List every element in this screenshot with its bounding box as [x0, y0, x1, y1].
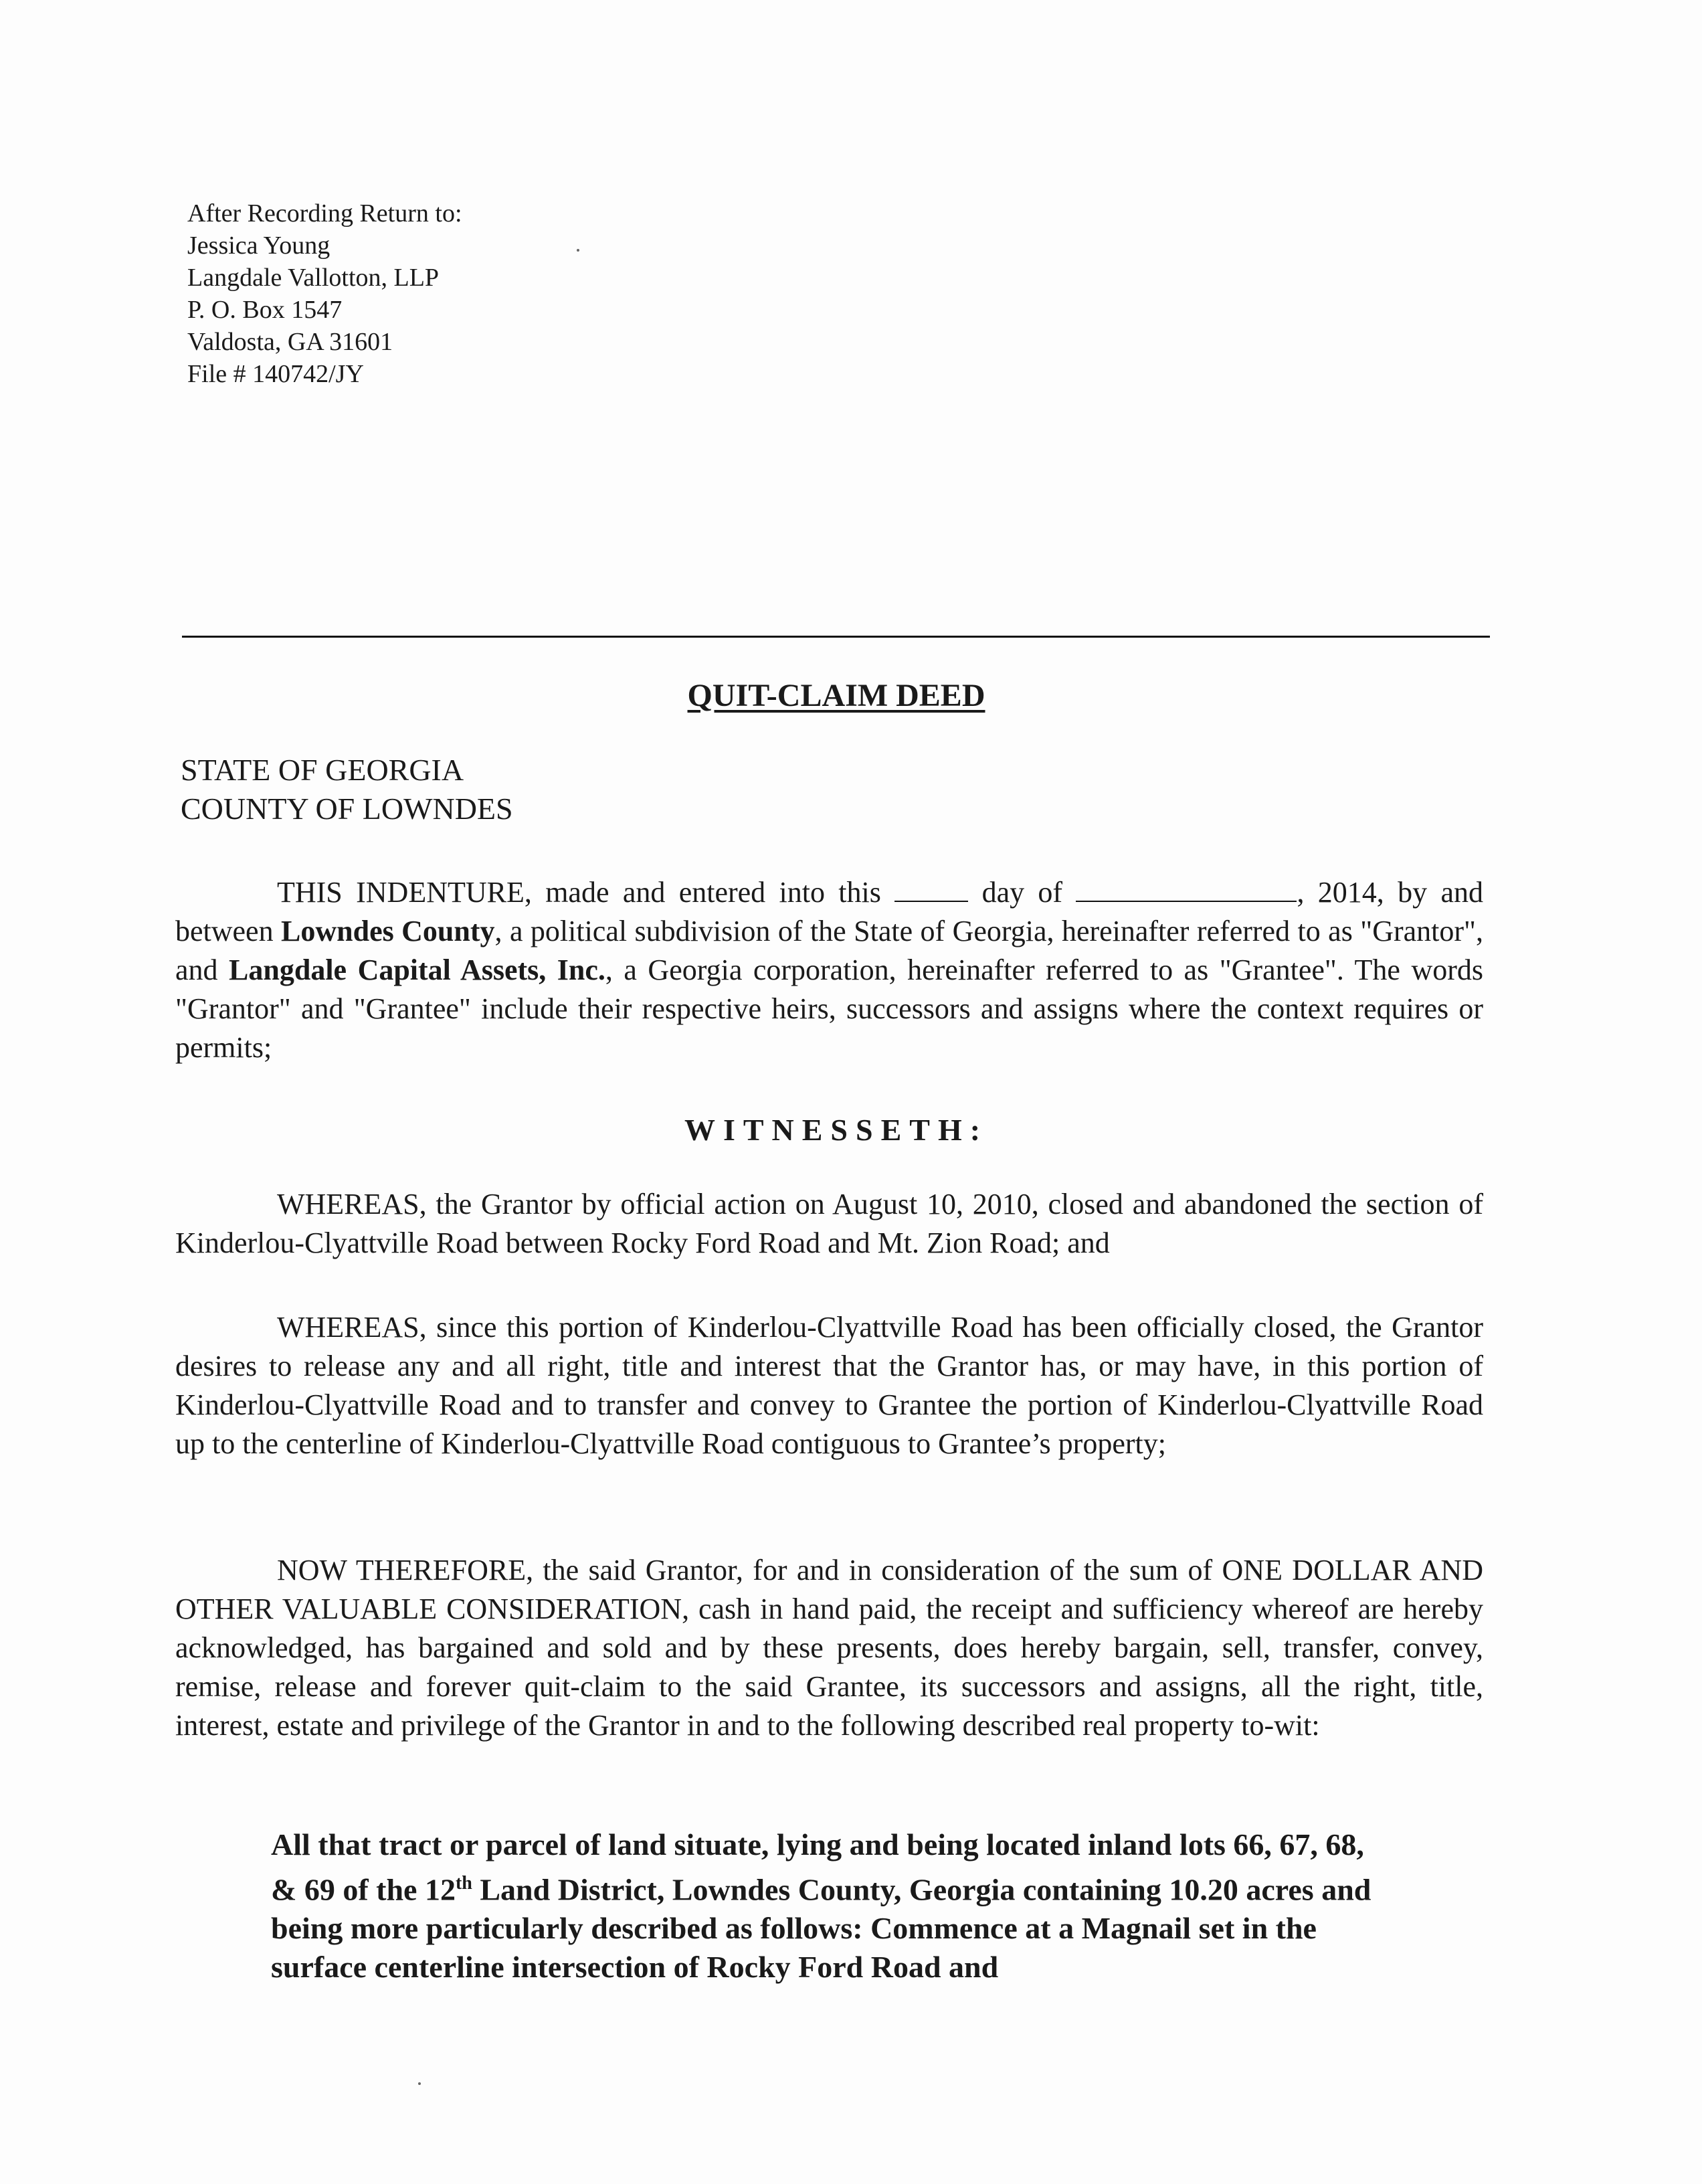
witnesseth-heading: WITNESSETH:: [684, 1113, 989, 1147]
venue-county: COUNTY OF LOWNDES: [181, 792, 513, 826]
return-address-line: Jessica Young: [187, 232, 330, 260]
legal-description: [271, 1825, 1382, 1987]
whereas-paragraph-1: [175, 1185, 1483, 1263]
day-blank: [894, 874, 968, 902]
indenture-text: , a Georgia corporation, hereinafter referred to as "Grantee". The words "Grantor" and "Grantee" include their respective heirs, successors and assigns where the context requires or permits;: [175, 953, 1484, 1064]
grantor-name: Lowndes County: [281, 915, 495, 947]
legal-text: All that tract or parcel of land situate, lying and being located inland lots 66, 67, 68, & 69 of the 12: [271, 1827, 1364, 1907]
venue-block: [181, 751, 513, 828]
scan-speck: [418, 2082, 421, 2085]
grantee-name: Langdale Capital Assets, Inc.: [229, 953, 605, 986]
indenture-text: , 2014, by and between: [175, 876, 1483, 947]
now-therefore-text: NOW THEREFORE, the said Grantor, for and in consideration of the sum of ONE DOLLAR AND OTHER VALUABLE CONSIDERATION, cash in hand paid, the receipt and sufficiency whereof are hereby acknowledged, has bargained and sold and by these presents, does hereby bargain, sell, transfer, convey, remise, release and forever quit-claim to the said Grantee, its successors and assigns, all the right, title, interest, estate and privilege of the Grantor in and to the following described real property to-wit:: [175, 1554, 1483, 1742]
return-address-line: P. O. Box 1547: [187, 296, 343, 324]
whereas-1-text: WHEREAS, the Grantor by official action on August 10, 2010, closed and abandoned the section of Kinderlou-Clyattville Road between Rocky Ford Road and Mt. Zion Road; and: [175, 1188, 1483, 1259]
return-address-line: File # 140742/JY: [187, 360, 364, 388]
indenture-paragraph: [175, 873, 1483, 1067]
return-address-line: After Recording Return to:: [187, 199, 462, 227]
return-address-block: [187, 197, 462, 390]
month-blank: [1076, 874, 1297, 902]
venue-state: STATE OF GEORGIA: [181, 753, 464, 787]
indenture-text: , a political subdivision of the State of Georgia, hereinafter referred to as "Grantor", and: [175, 915, 1483, 986]
return-address-line: Langdale Vallotton, LLP: [187, 264, 440, 292]
whereas-paragraph-2: [175, 1308, 1483, 1463]
legal-superscript: th: [455, 1873, 472, 1894]
scan-speck: [577, 249, 579, 252]
document-title: QUIT-CLAIM DEED: [687, 678, 985, 713]
indenture-text: day of: [968, 876, 1076, 909]
whereas-2-text: WHEREAS, since this portion of Kinderlou-Clyattville Road has been officially closed, the Grantor desires to release any and all right, title and interest that the Grantor has, or may have, in this portion of Kinderlou-Clyattville Road and to transfer and convey to Grantee the portion of Kinderlou-Clyattville Road up to the centerline of Kinderlou-Clyattville Road contiguous to Grantee’s property;: [175, 1311, 1483, 1460]
return-address-line: Valdosta, GA 31601: [187, 328, 393, 356]
now-therefore-paragraph: [175, 1551, 1483, 1745]
horizontal-rule: [182, 636, 1490, 638]
legal-text: Land District, Lowndes County, Georgia containing 10.20 acres and being more particularly described as follows: Commence at a Magnail set in the surface centerline intersection of Rocky Ford Road and: [271, 1872, 1372, 1985]
indenture-text: THIS INDENTURE, made and entered into this: [277, 876, 895, 909]
